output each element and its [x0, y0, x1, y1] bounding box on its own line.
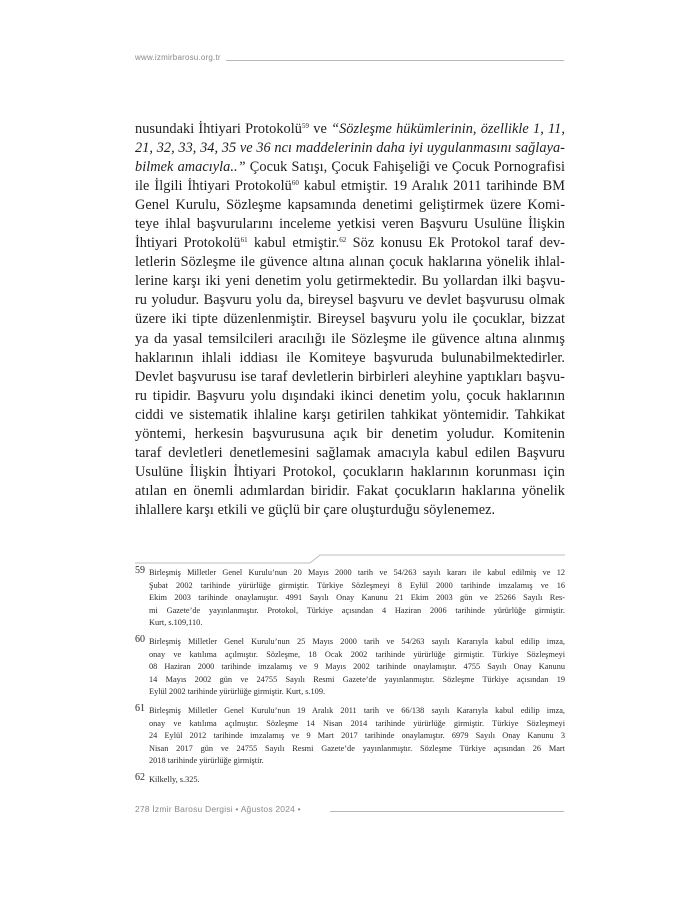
footnote-line: Birleşmiş Milletler Genel Kurulu’nun 20 Mayıs 2000 tarih ve 54/263 sayılı kararı ile kabul edilmiş ve 12 — [149, 568, 565, 577]
body-line — [135, 406, 565, 425]
page-footer: 278 İzmir Barosu Dergisi • Ağustos 2024 • — [135, 804, 301, 814]
body-line — [135, 158, 565, 177]
footnote — [135, 633, 565, 699]
body-text-run: haklarının ihlali iddiası ile Komiteye başvuruda bulunabilmektedirler. — [135, 349, 565, 366]
body-line — [135, 291, 565, 310]
footnote-line: 08 Haziran 2000 tarihinde imzalamış ve 9 Mayıs 2002 tarihinde onaylamıştır. 4755 Sayılı Onay Kanunu — [149, 662, 565, 672]
footnote-line: Birleşmiş Milletler Genel Kurulu’nun 19 Aralık 2011 tarih ve 66/138 sayılı Kararıyla kabul edilip imza, — [149, 705, 565, 715]
body-line — [135, 196, 565, 215]
body-text-run: lerine karşı iki yeni denetim yolu getirmektedir. Bu yollardan ilki başvu- — [135, 273, 565, 290]
body-text — [135, 120, 565, 520]
footnote — [135, 702, 565, 768]
footnote-number: 59 — [135, 565, 145, 576]
body-text-run: Usulüne İlişkin İhtiyari Protokol, çocukların haklarının korunması için — [135, 463, 565, 480]
body-line — [135, 463, 565, 482]
footnote-ref: 59 — [301, 122, 310, 130]
body-text-run: atılan en önemli adımlardan biridir. Fakat çocukların haklarına yönelik — [135, 482, 565, 499]
body-line — [135, 387, 565, 406]
body-line — [135, 349, 565, 368]
italic-quote: bilmek amacıyla..” — [135, 159, 246, 176]
body-line — [135, 425, 565, 444]
body-text-run: ru yoludur. Başvuru yolu da, bireysel başvuru ve devlet başvurusu olmak — [135, 292, 565, 309]
footnote-line: onay ve katılıma açılmıştır. Sözleşme 14 Nisan 2014 tarihinde yürürlüğe girmiştir. Türkiye Sözleşmeyi — [149, 718, 565, 728]
body-text-run: Devlet başvurusu ise taraf devletlerin birbirleri aleyhine yaptıkları başvu- — [135, 368, 565, 385]
footnote — [135, 567, 565, 630]
body-text-run: kabul etmiştir. — [247, 235, 340, 252]
body-text-run: letlerin Sözleşme ile güvence altına alınan çocuk haklarına yönelik ihlal- — [135, 254, 565, 271]
body-text-run: yöntemi, herkesin başvurusuna açık bir denetim yoludur. Komitenin — [135, 425, 565, 442]
footnote-line: Kilkelly, s.325. — [149, 774, 200, 784]
footnote-line: onay ve katılıma açılmıştır. Sözleşme, 18 Ocak 2002 tarihinde yürürlüğe girmiştir. Türkiye Sözleşmeyi — [149, 649, 565, 659]
footer-rule — [330, 811, 564, 812]
header-rule — [226, 60, 564, 61]
body-text-run: teye ihlal başvurularını inceleme yetkisi veren Başvuru Usulüne İlişkin — [135, 216, 565, 233]
footnote-line: 2018 tarihinde yürürlüğe girmiştir. — [149, 756, 264, 766]
body-line — [135, 501, 565, 520]
footnotes — [135, 567, 565, 793]
header-url: www.izmirbarosu.org.tr — [135, 53, 221, 62]
footnote-ref: 60 — [291, 179, 299, 188]
body-line — [135, 120, 565, 139]
footnote-number: 62 — [135, 771, 145, 783]
body-line — [135, 215, 565, 234]
footnote — [135, 771, 565, 787]
footnote-line: Eylül 2002 tarihinde yürürlüğe girmiştir. Kurt, s.109. — [149, 687, 326, 697]
body-line — [135, 482, 565, 501]
body-line — [135, 139, 565, 158]
footnote-line: Birleşmiş Milletler Genel Kurulu’nun 25 Mayıs 2000 tarih ve 54/263 sayılı Kararıyla kabul edilip imza, — [149, 636, 565, 646]
footnote-number: 60 — [135, 633, 145, 645]
footnote-line: 24 Eylül 2012 tarihinde imzalamış ve 9 Mart 2017 tarihinde onaylamıştır. 6979 Sayılı Onay Kanunu 3 — [149, 731, 565, 741]
footnote-number: 61 — [135, 702, 145, 714]
italic-quote: “Sözleşme hükümlerinin, özellikle 1, 11, — [331, 121, 565, 137]
footnote-ref: 61 — [240, 236, 248, 245]
body-text-run: Çocuk Satışı, Çocuk Fahişeliği ve Çocuk Pornografisi — [245, 159, 565, 176]
body-text-run: taraf devletleri denetlemesini sağlamak amacıyla kabul edilen Başvuru — [135, 444, 565, 461]
body-text-run: ya da yasal temsilcileri aracılığı ile Sözleşme ile güvence altına alınmış — [135, 330, 565, 347]
body-text-run: üzere iki tipte düzenlenmiştir. Bireysel başvuru yolu ile çocuklar, bizzat — [135, 311, 565, 328]
body-text-run: Söz konusu Ek Protokol taraf dev- — [346, 235, 565, 252]
body-line — [135, 177, 565, 196]
body-text-run: kabul etmiştir. 19 Aralık 2011 tarihinde BM — [298, 178, 565, 195]
body-text-run: ihlallere karşı etkili ve güçlü bir çare oluşturduğu söylenemez. — [135, 501, 496, 518]
body-text-run: ile İlgili İhtiyari Protokolü — [135, 178, 292, 195]
italic-quote: 21, 32, 33, 34, 35 ve 36 ncı maddelerinin daha iyi uygulanmasını sağlaya- — [135, 140, 565, 157]
body-line — [135, 310, 565, 329]
body-line — [135, 253, 565, 272]
footnote-separator — [135, 553, 565, 565]
footnote-line: Nisan 2017 gün ve 24755 Sayılı Resmi Gazete’de yayınlanmıştır. Sözleşme Türkiye açısından 26 Mart — [149, 743, 565, 753]
body-text-run: nusundaki İhtiyari Protokolü — [135, 121, 302, 137]
footnote-line: Ekim 2003 tarihinde onaylamıştır. 4991 Sayılı Onay Kanunu 21 Ekim 2003 gün ve 25266 Sayılı Res- — [149, 593, 565, 603]
body-line — [135, 272, 565, 291]
footnote-line: Şubat 2002 tarihinde yürürlüğe girmiştir. Türkiye Sözleşmeyi 8 Eylül 2000 tarihinde imzalamış ve 16 — [149, 580, 565, 590]
body-text-run: ru tipidir. Başvuru yolu dışındaki ikinci denetim yolu, çocuk haklarının — [135, 387, 565, 404]
body-line — [135, 330, 565, 349]
body-text-run: İhtiyari Protokolü — [135, 235, 241, 252]
body-text-run: ve — [309, 121, 332, 137]
body-line — [135, 368, 565, 387]
body-text-run: Genel Kurulu, Sözleşme kapsamında denetimi geliştirmek üzere Komi- — [135, 197, 565, 214]
body-line — [135, 444, 565, 463]
body-line — [135, 234, 565, 253]
footnote-line: Kurt, s.109,110. — [149, 618, 203, 628]
footnote-ref: 62 — [339, 236, 347, 245]
footnote-line: mi Gazete’de yayınlanmıştır. Protokol, Türkiye açısından 4 Haziran 2006 tarihinde yürürlüğe girmiştir. — [149, 605, 565, 615]
body-text-run: ciddi ve sistematik ihlaline karşı getirilen tahkikat yöntemidir. Tahkikat — [135, 406, 565, 423]
footnote-line: 14 Mayıs 2002 gün ve 24755 Sayılı Resmi Gazete’de yayınlanmıştır. Sözleşme Türkiye açısından 19 — [149, 674, 565, 684]
